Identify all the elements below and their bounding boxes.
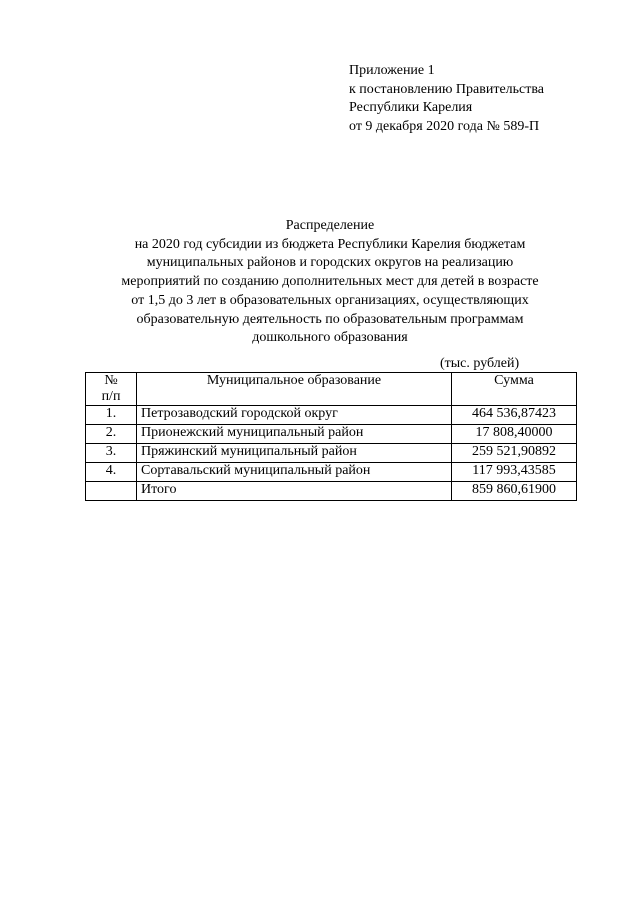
title-line: дошкольного образования xyxy=(252,330,408,346)
row-sum: 259 521,90892 xyxy=(452,444,577,463)
total-number xyxy=(86,482,137,501)
title-line: Распределение xyxy=(285,218,375,233)
table-row xyxy=(86,444,577,463)
appendix-block xyxy=(349,62,589,136)
appendix-line: Республики Карелия xyxy=(349,100,473,115)
title-line: от 1,5 до 3 лет в образовательных организациях, осуществляющих xyxy=(131,292,529,308)
header-number-cell xyxy=(86,373,137,406)
row-number: 1. xyxy=(86,406,137,425)
table-row xyxy=(86,463,577,482)
units-note: (тыс. рублей) xyxy=(440,356,520,371)
appendix-line: от 9 декабря 2020 года № 589-П xyxy=(349,118,540,134)
table-total-row xyxy=(86,482,577,501)
total-label: Итого xyxy=(137,482,452,501)
title-line: муниципальных районов и городских округов на реализацию xyxy=(146,255,514,271)
row-number: 4. xyxy=(86,463,137,482)
row-number: 2. xyxy=(86,425,137,444)
table-row xyxy=(86,425,577,444)
row-name: Сортавальский муниципальный район xyxy=(137,463,452,482)
appendix-line: Приложение 1 xyxy=(349,63,435,78)
row-sum: 17 808,40000 xyxy=(452,425,577,444)
row-name: Пряжинский муниципальный район xyxy=(137,444,452,463)
total-sum: 859 860,61900 xyxy=(452,482,577,501)
row-name: Прионежский муниципальный район xyxy=(137,425,452,444)
table-row xyxy=(86,406,577,425)
document-title xyxy=(80,217,580,348)
header-name-cell: Муниципальное образование xyxy=(137,373,452,406)
table-header-row xyxy=(86,373,577,406)
row-sum: 464 536,87423 xyxy=(452,406,577,425)
title-line: мероприятий по созданию дополнительных мест для детей в возрасте xyxy=(121,274,539,290)
row-name: Петрозаводский городской округ xyxy=(137,406,452,425)
title-line: на 2020 год субсидии из бюджета Республики Карелия бюджетам xyxy=(134,236,526,252)
header-number-line2: п/п xyxy=(101,389,121,404)
distribution-table xyxy=(85,372,577,501)
header-sum-cell: Сумма xyxy=(452,373,577,406)
row-number: 3. xyxy=(86,444,137,463)
title-line: образовательную деятельность по образовательным программам xyxy=(136,311,524,327)
header-number-line1: № xyxy=(104,373,118,388)
appendix-line: к постановлению Правительства xyxy=(349,81,545,97)
row-sum: 117 993,43585 xyxy=(452,463,577,482)
